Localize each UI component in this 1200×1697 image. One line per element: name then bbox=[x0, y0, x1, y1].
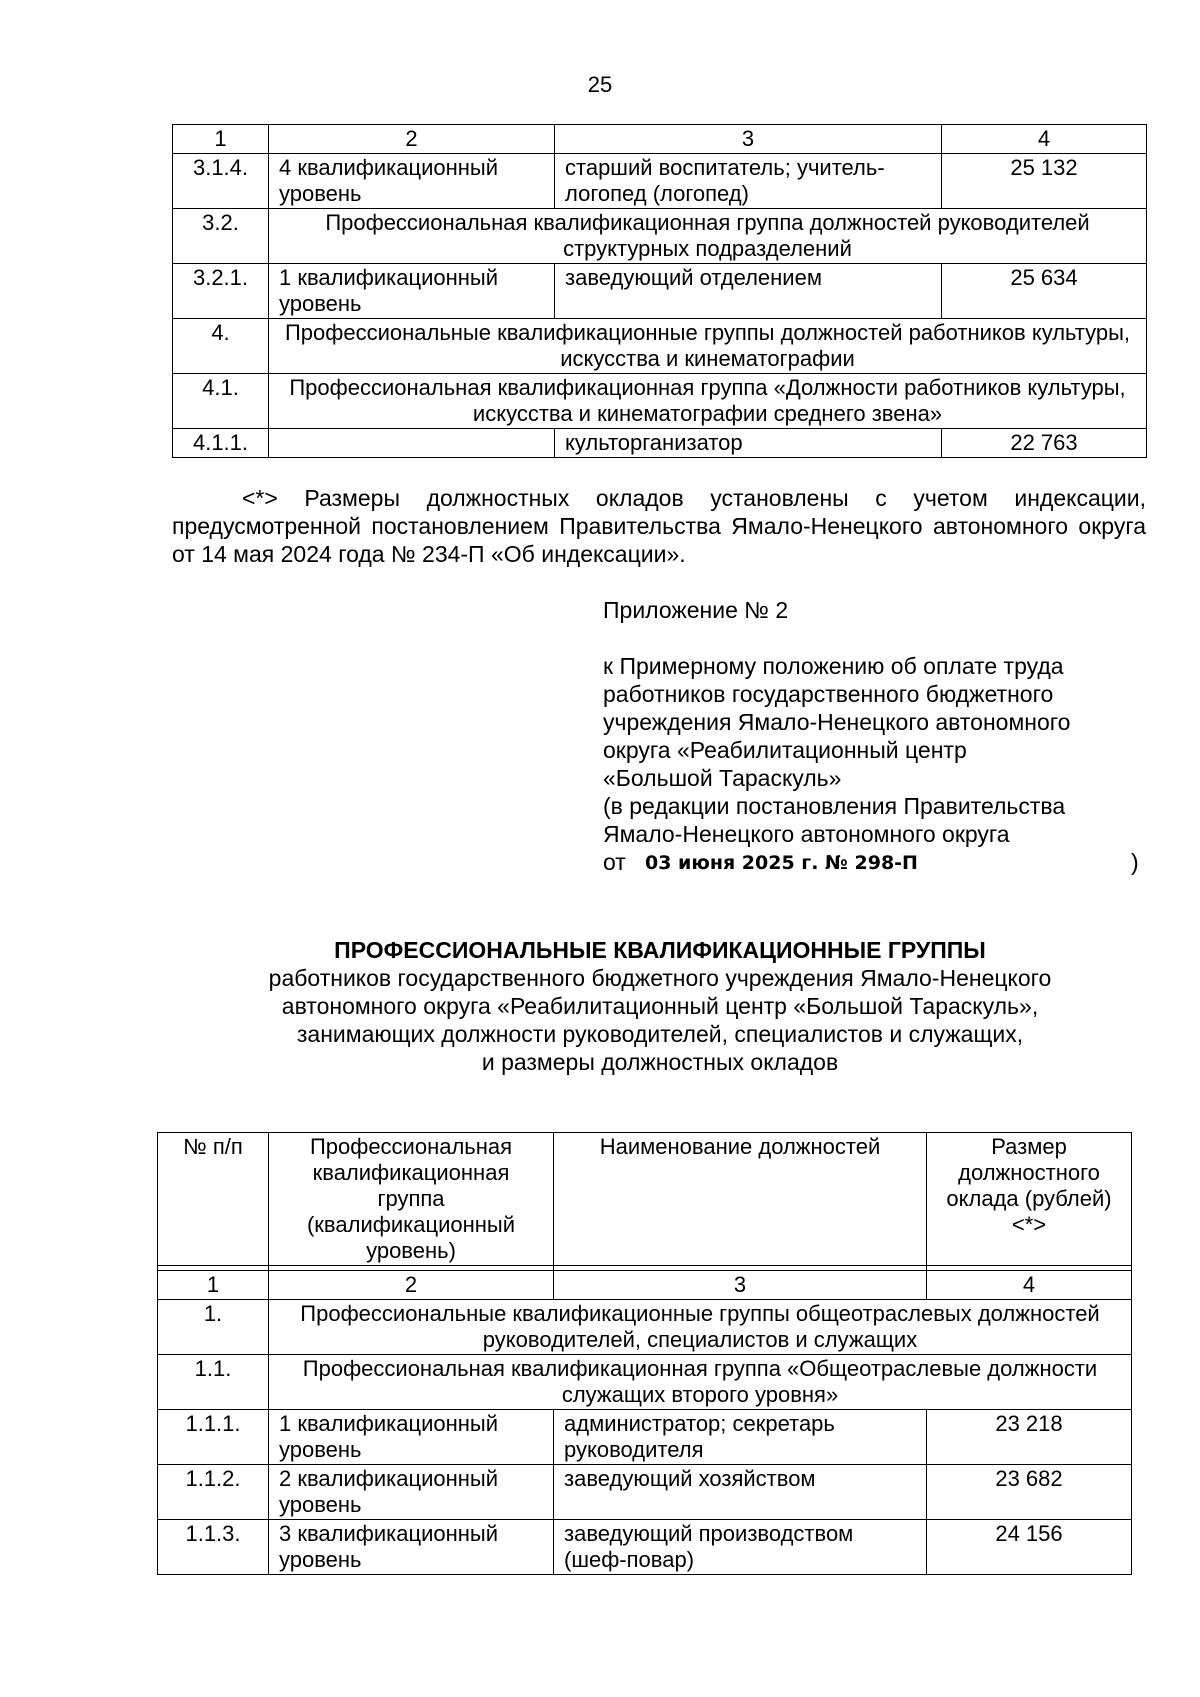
qualification-level: 2 квалификационный уровень bbox=[269, 1465, 554, 1520]
position-names: заведующий производством (шеф-повар) bbox=[554, 1520, 927, 1575]
table-group-row bbox=[158, 1355, 1132, 1410]
table-group-row bbox=[173, 374, 1147, 429]
table-row bbox=[158, 1465, 1132, 1520]
salary-amount: 25 132 bbox=[942, 154, 1147, 209]
row-number: 4. bbox=[173, 319, 269, 374]
row-number: 1. bbox=[158, 1300, 269, 1355]
footnote bbox=[172, 484, 1146, 568]
page-number: 25 bbox=[587, 72, 613, 97]
group-heading: Профессиональные квалификационные группы должностей работников культуры, искусства и кинематографии bbox=[269, 319, 1147, 374]
appendix-line: к Примерному положению об оплате труда bbox=[603, 653, 1064, 679]
position-names: заведующий хозяйством bbox=[554, 1465, 927, 1520]
document-title: ПРОФЕССИОНАЛЬНЫЕ КВАЛИФИКАЦИОННЫЕ ГРУППЫ bbox=[334, 937, 986, 963]
salary-table-continued bbox=[172, 124, 1147, 458]
salary-table bbox=[157, 1132, 1132, 1575]
row-number: 3.2. bbox=[173, 209, 269, 264]
appendix-header bbox=[603, 596, 1163, 876]
salary-amount: 23 218 bbox=[927, 1410, 1132, 1465]
header-number: № п/п bbox=[158, 1133, 269, 1266]
position-names: заведующий отделением bbox=[555, 264, 942, 319]
qualification-level: 1 квалификационный уровень bbox=[269, 264, 555, 319]
subtitle-line: и размеры должностных окладов bbox=[481, 1049, 839, 1075]
table-row bbox=[173, 429, 1147, 458]
table-group-row bbox=[173, 319, 1147, 374]
order-number-stamp: 03 июня 2025 г. № 298-П bbox=[645, 852, 918, 874]
qualification-level: 4 квалификационный уровень bbox=[269, 154, 555, 209]
column-number: 3 bbox=[555, 125, 942, 154]
header-salary: Размер должностного оклада (рублей) <*> bbox=[927, 1133, 1132, 1266]
table-row bbox=[158, 1410, 1132, 1465]
qualification-level bbox=[269, 429, 555, 458]
column-number: 4 bbox=[927, 1271, 1132, 1300]
column-number: 2 bbox=[269, 125, 555, 154]
row-number: 3.2.1. bbox=[173, 264, 269, 319]
row-number: 1.1. bbox=[158, 1355, 269, 1410]
row-number: 1.1.1. bbox=[158, 1410, 269, 1465]
qualification-level: 3 квалификационный уровень bbox=[269, 1520, 554, 1575]
table-row bbox=[173, 264, 1147, 319]
document-subtitle bbox=[0, 964, 1200, 1076]
table-column-numbers-row bbox=[158, 1271, 1132, 1300]
column-number: 4 bbox=[942, 125, 1147, 154]
column-number: 1 bbox=[158, 1271, 269, 1300]
appendix-reference bbox=[603, 652, 1163, 876]
row-number: 4.1.1. bbox=[173, 429, 269, 458]
table-row bbox=[173, 154, 1147, 209]
salary-amount: 24 156 bbox=[927, 1520, 1132, 1575]
position-names: администратор; секретарь руководителя bbox=[554, 1410, 927, 1465]
appendix-line: работников государственного бюджетного bbox=[603, 681, 1054, 707]
table-column-numbers-row bbox=[173, 125, 1147, 154]
column-number: 3 bbox=[554, 1271, 927, 1300]
header-group: Профессиональная квалификационная группа (квалификационный уровень) bbox=[269, 1133, 554, 1266]
row-number: 3.1.4. bbox=[173, 154, 269, 209]
salary-amount: 23 682 bbox=[927, 1465, 1132, 1520]
order-prefix: от bbox=[603, 849, 626, 875]
row-number: 1.1.3. bbox=[158, 1520, 269, 1575]
position-names: культорганизатор bbox=[555, 429, 942, 458]
group-heading: Профессиональная квалификационная группа «Должности работников культуры, искусства и кинематографии среднего звена» bbox=[269, 374, 1147, 429]
table-group-row bbox=[173, 209, 1147, 264]
subtitle-line: занимающих должности руководителей, специалистов и служащих, bbox=[296, 1021, 1024, 1047]
row-number: 1.1.2. bbox=[158, 1465, 269, 1520]
appendix-line: учреждения Ямало-Ненецкого автономного bbox=[603, 709, 1071, 735]
table-group-row bbox=[158, 1300, 1132, 1355]
qualification-level: 1 квалификационный уровень bbox=[269, 1410, 554, 1465]
appendix-line: «Большой Тараскуль» bbox=[603, 765, 842, 791]
subtitle-line: автономного округа «Реабилитационный центр «Большой Тараскуль», bbox=[281, 993, 1039, 1019]
salary-amount: 22 763 bbox=[942, 429, 1147, 458]
header-positions: Наименование должностей bbox=[554, 1133, 927, 1266]
position-names: старший воспитатель; учитель-логопед (логопед) bbox=[555, 154, 942, 209]
group-heading: Профессиональные квалификационные группы общеотраслевых должностей руководителей, специалистов и служащих bbox=[269, 1300, 1132, 1355]
appendix-line: (в редакции постановления Правительства bbox=[603, 793, 1066, 819]
row-number: 4.1. bbox=[173, 374, 269, 429]
order-suffix: ) bbox=[1131, 849, 1139, 875]
appendix-title: Приложение № 2 bbox=[603, 597, 789, 623]
appendix-line: округа «Реабилитационный центр bbox=[603, 737, 967, 763]
salary-amount: 25 634 bbox=[942, 264, 1147, 319]
column-number: 2 bbox=[269, 1271, 554, 1300]
table-row bbox=[158, 1520, 1132, 1575]
appendix-line: Ямало-Ненецкого автономного округа bbox=[603, 821, 1010, 847]
column-number: 1 bbox=[173, 125, 269, 154]
subtitle-line: работников государственного бюджетного учреждения Ямало-Ненецкого bbox=[268, 965, 1052, 991]
order-reference bbox=[603, 848, 1163, 876]
group-heading: Профессиональная квалификационная группа «Общеотраслевые должности служащих второго уровня» bbox=[269, 1355, 1132, 1410]
group-heading: Профессиональная квалификационная группа должностей руководителей структурных подразделений bbox=[269, 209, 1147, 264]
table-header-row bbox=[158, 1133, 1132, 1266]
footnote-text: <*> Размеры должностных окладов установлены с учетом индексации, предусмотренной постановлением Правительства Ямало-Ненецкого автономного округа от 14 мая 2024 года № 234-П «Об индексации». bbox=[172, 485, 1146, 567]
